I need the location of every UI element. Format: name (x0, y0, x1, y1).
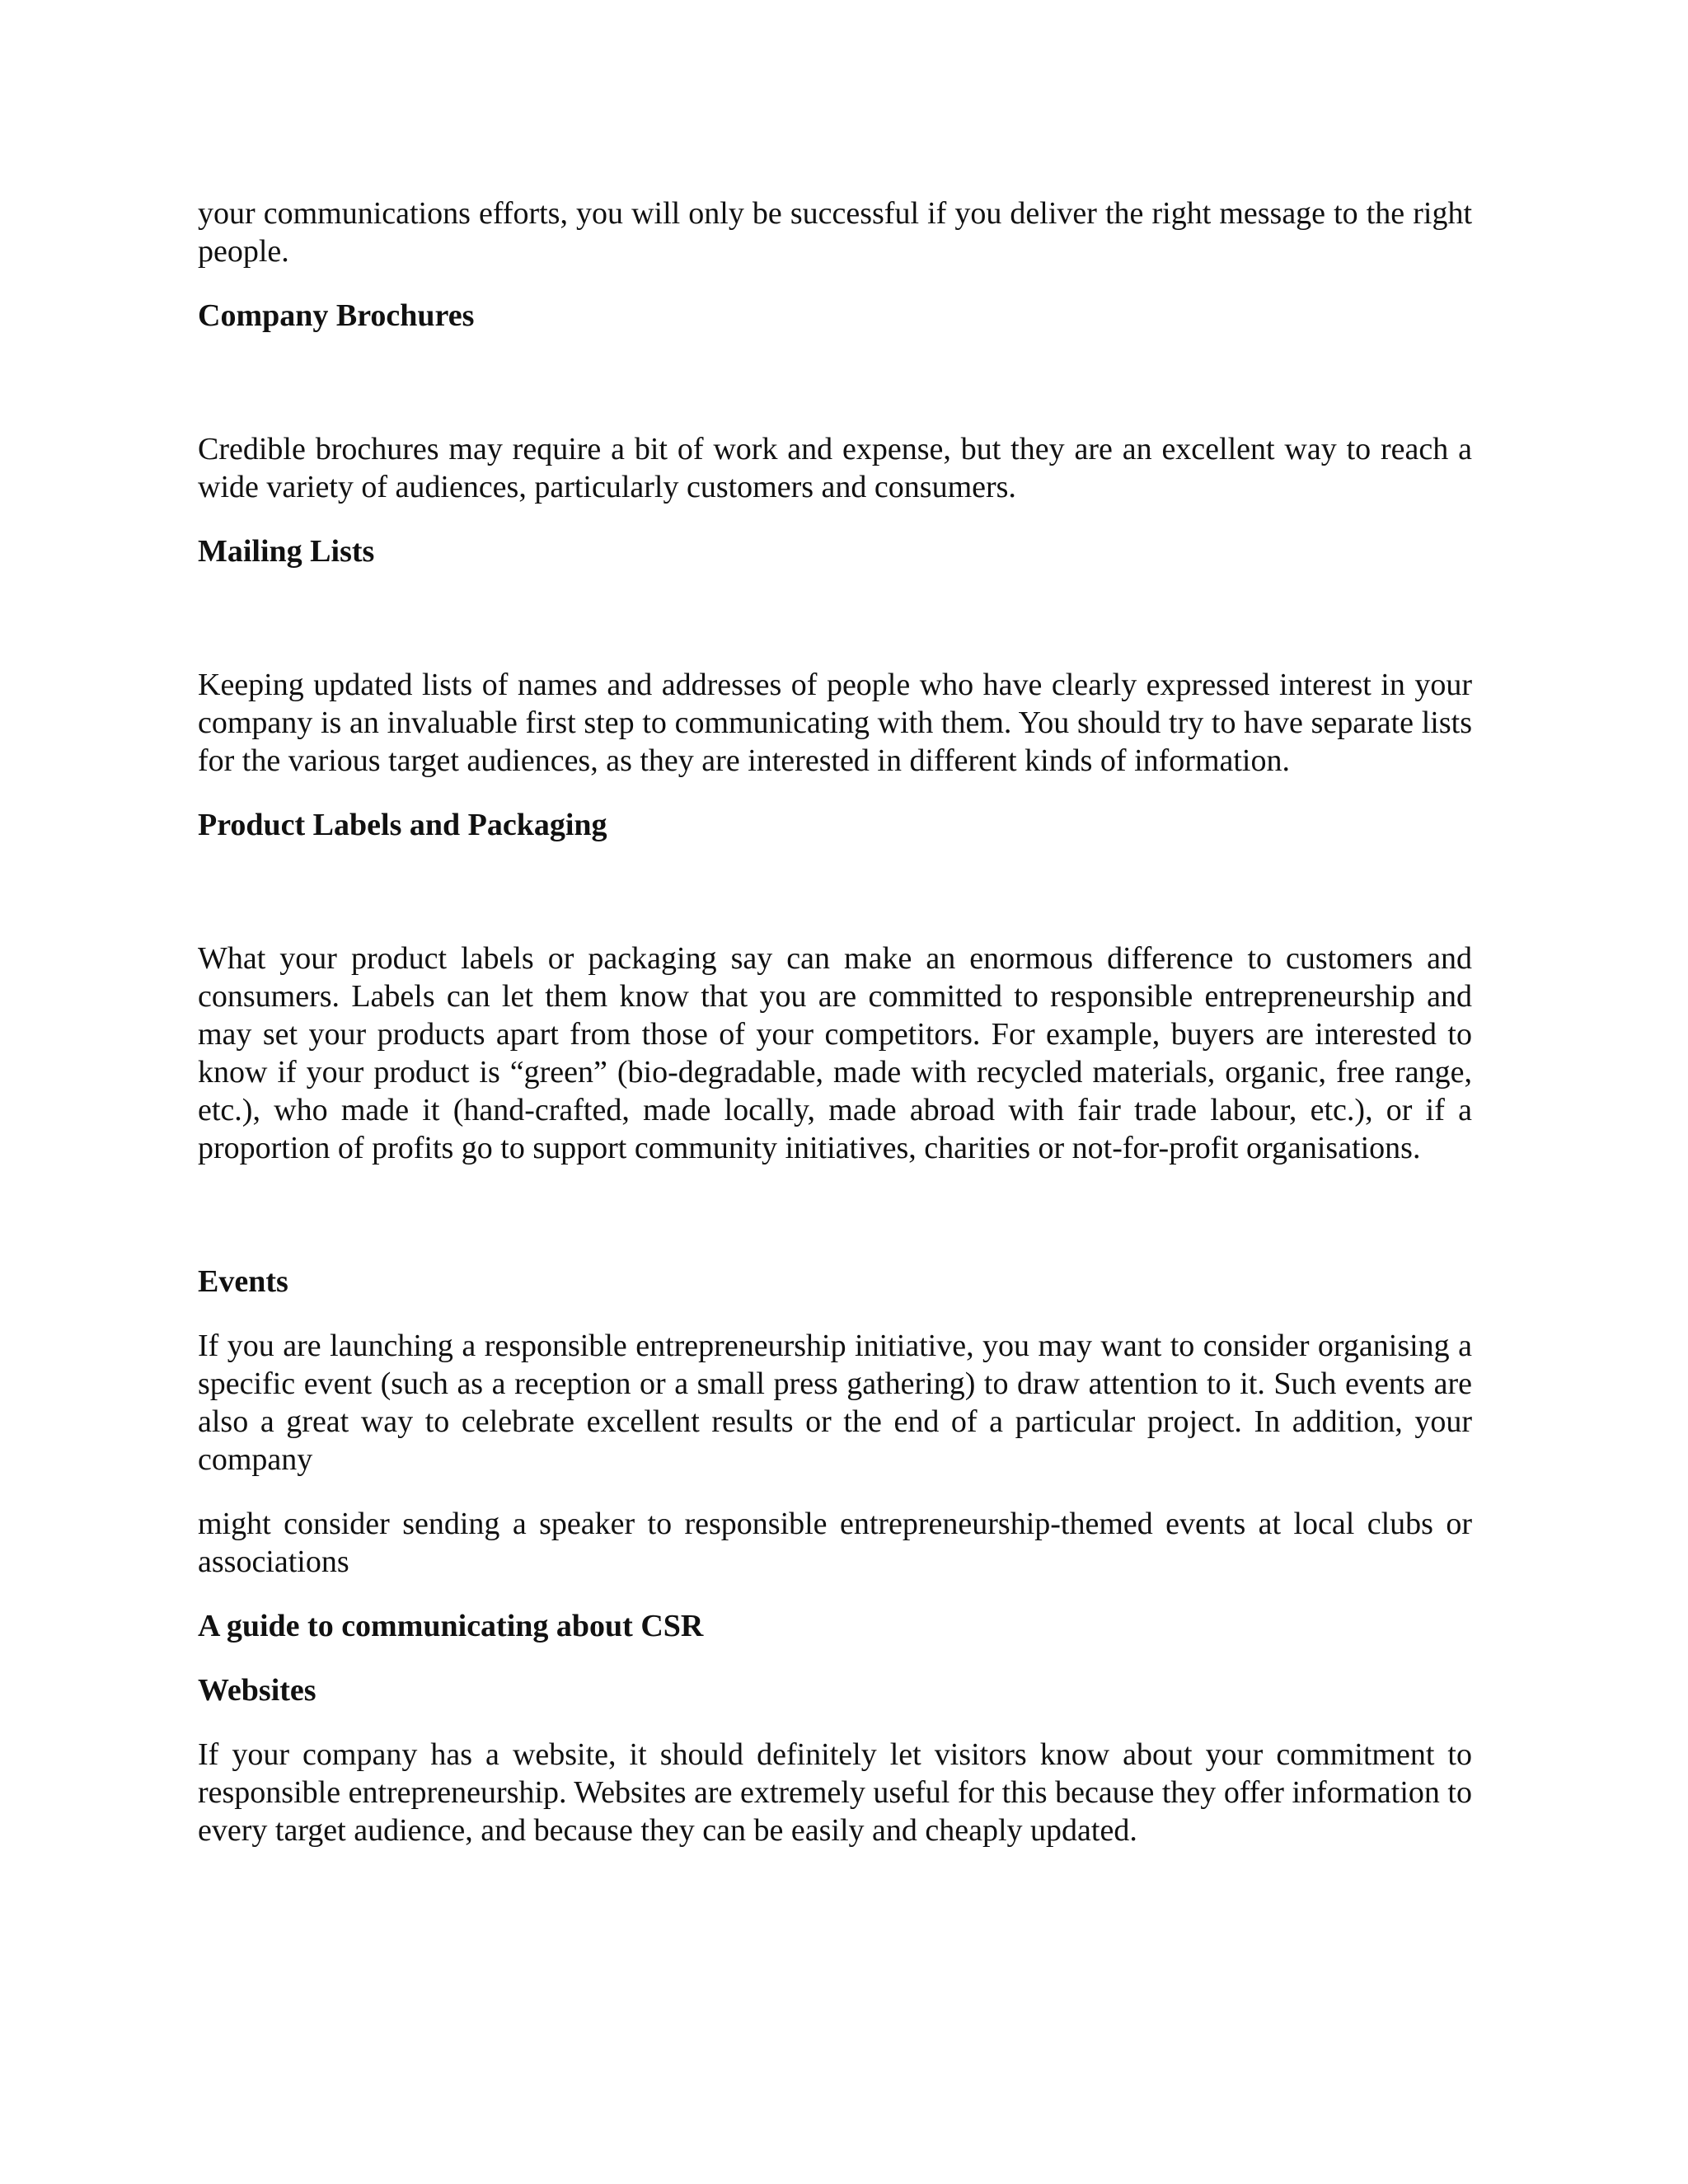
heading-product-labels: Product Labels and Packaging (198, 808, 607, 842)
paragraph-events-continued: might consider sending a speaker to responsible entrepreneurship-themed events at local clubs or associations (198, 1507, 1472, 1579)
heading-company-brochures: Company Brochures (198, 298, 475, 333)
intro-paragraph: your communications efforts, you will only be successful if you deliver the right message to the right people. (198, 196, 1472, 269)
heading-websites: Websites (198, 1673, 316, 1708)
paragraph-events: If you are launching a responsible entrepreneurship initiative, you may want to consider organising a specific event (such as a reception or a small press gathering) to draw attention to it. Such events are also a great way to celebrate excellent results or the end of a particular project. In addition, your company (198, 1329, 1472, 1477)
heading-guide-csr: A guide to communicating about CSR (198, 1609, 704, 1643)
document-body (198, 194, 1472, 1849)
paragraph-mailing-lists: Keeping updated lists of names and addresses of people who have clearly expressed interest in your company is an invaluable first step to communicating with them. You should try to have separate lists for the various target audiences, as they are interested in different kinds of information. (198, 668, 1472, 778)
heading-mailing-lists: Mailing Lists (198, 534, 375, 569)
heading-events: Events (198, 1264, 288, 1299)
paragraph-company-brochures: Credible brochures may require a bit of work and expense, but they are an excellent way to reach a wide variety of audiences, particularly customers and consumers. (198, 432, 1472, 504)
paragraph-product-labels: What your product labels or packaging say can make an enormous difference to customers and consumers. Labels can let them know that you are committed to responsible entrepreneurship and may set your products apart from those of your competitors. For example, buyers are interested to know if your product is “green” (bio-degradable, made with recycled materials, organic, free range, etc.), who made it (hand-crafted, made locally, made abroad with fair trade labour, etc.), or if a proportion of profits go to support community initiatives, charities or not-for-profit organisations. (198, 941, 1472, 1165)
paragraph-websites: If your company has a website, it should definitely let visitors know about your commitment to responsible entrepreneurship. Websites are extremely useful for this because they offer information to every target audience, and because they can be easily and cheaply updated. (198, 1737, 1472, 1848)
